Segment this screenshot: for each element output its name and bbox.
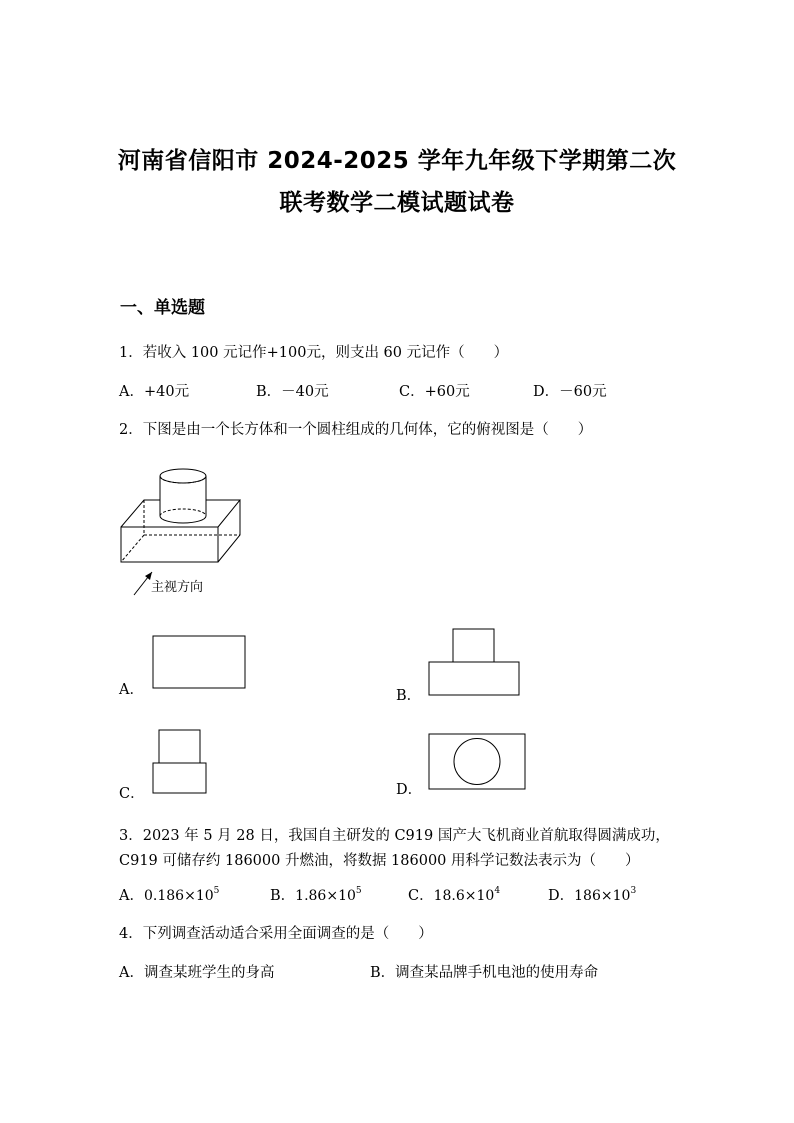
page-title-line2: 联考数学二模试题试卷 (279, 190, 515, 216)
times-sign: × (184, 888, 196, 904)
q4-option-a[interactable]: A．调查某班学生的身高 (119, 965, 275, 981)
q1-option-d[interactable]: D．－60元 (533, 384, 607, 400)
q3-option-d[interactable] (548, 884, 636, 905)
times-sign: × (464, 888, 477, 904)
q3-option-b-base: 10 (338, 888, 356, 904)
q3-option-d-label: D． (548, 888, 575, 904)
q3-option-c[interactable] (408, 884, 500, 905)
q2-option-b-figure[interactable] (427, 627, 523, 699)
q1-option-b[interactable]: B．－40元 (256, 384, 329, 400)
q2-option-d-figure[interactable] (427, 732, 529, 792)
q3-option-c-exp: 4 (494, 886, 501, 896)
question-3-stem-line1: 3．2023 年 5 月 28 日，我国自主研发的 C919 国产大飞机商业首航取得圆满成功， (119, 828, 670, 844)
q3-option-c-base: 10 (476, 888, 495, 904)
section-heading: 一、单选题 (120, 298, 205, 318)
q3-option-c-label: C． (408, 888, 434, 904)
q3-option-a[interactable] (119, 884, 219, 905)
q2-option-a-label[interactable]: A． (119, 682, 144, 698)
question-1-stem: 1．若收入 100 元记作+100元，则支出 60 元记作（ ） (119, 345, 509, 361)
q1-option-a[interactable]: A．+40元 (119, 384, 190, 400)
times-sign: × (326, 888, 339, 904)
q3-option-b-coef: 1.86 (295, 888, 327, 904)
q4-option-b[interactable]: B．调查某品牌手机电池的使用寿命 (370, 965, 599, 981)
q3-option-d-coef: 186 (574, 888, 601, 904)
q2-option-b-label[interactable]: B． (396, 688, 422, 704)
q3-option-b-label: B． (270, 888, 296, 904)
view-direction-label: 主视方向 (151, 580, 204, 595)
q3-option-a-coef: 0.186 (143, 888, 185, 904)
q2-option-c-label[interactable]: C． (119, 786, 145, 802)
q3-option-d-exp: 3 (630, 886, 637, 896)
q2-option-d-label[interactable]: D． (396, 782, 423, 798)
page-title-line1: 河南省信阳市 2024-2025 学年九年级下学期第二次 (117, 148, 677, 174)
q2-option-a-figure[interactable] (150, 634, 250, 692)
q3-option-c-coef: 18.6 (433, 888, 465, 904)
q2-option-c-figure[interactable] (151, 728, 211, 796)
q3-option-d-base: 10 (612, 888, 631, 904)
q1-option-c[interactable]: C．+60元 (399, 384, 470, 400)
times-sign: × (600, 888, 613, 904)
q3-option-b[interactable] (270, 884, 362, 905)
question-3-stem-line2: C919 可储存约 186000 升燃油，将数据 186000 用科学记数法表示为（ ） (119, 853, 640, 869)
question-2-stem: 2．下图是由一个长方体和一个圆柱组成的几何体，它的俯视图是（ ） (119, 422, 593, 438)
q3-option-b-exp: 5 (355, 886, 362, 896)
q3-option-a-exp: 5 (213, 886, 220, 896)
question-4-stem: 4．下列调查活动适合采用全面调查的是（ ） (119, 926, 433, 942)
q3-option-a-base: 10 (195, 888, 214, 904)
q3-option-a-label: A． (119, 888, 144, 904)
